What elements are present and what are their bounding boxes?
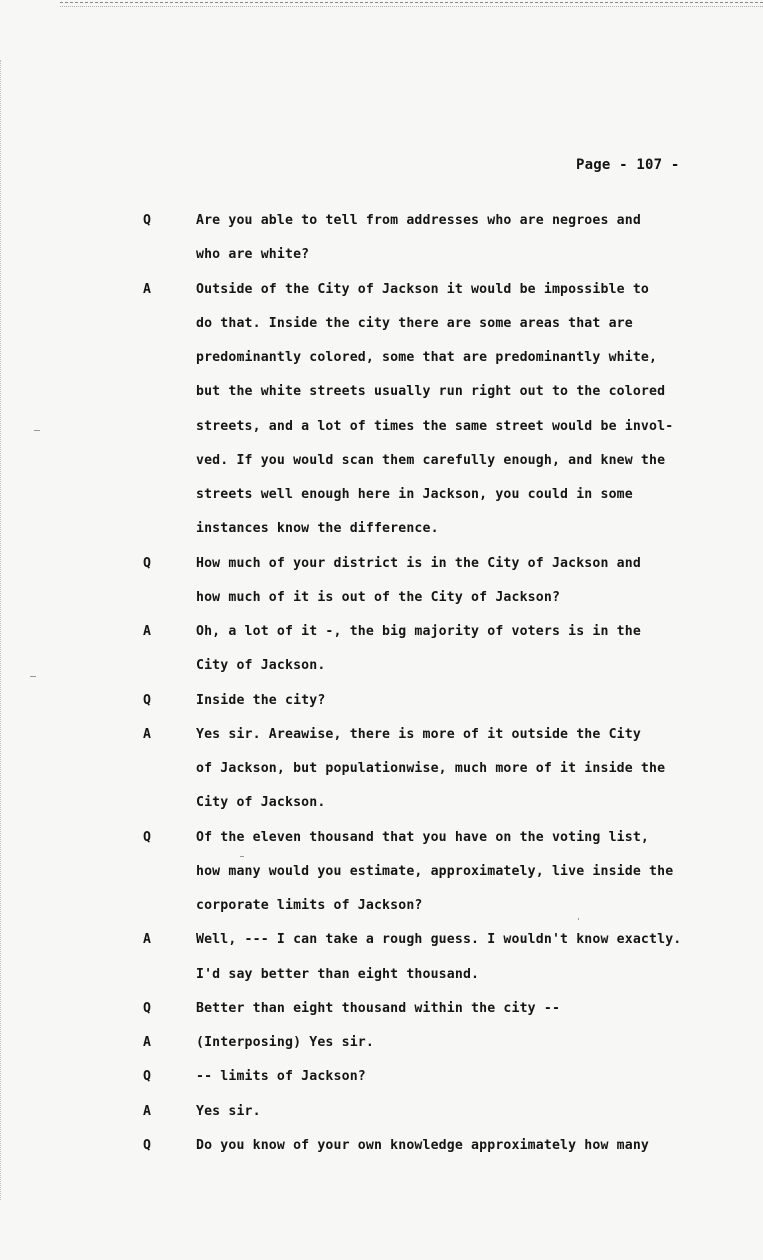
answer-text-line: Well, --- I can take a rough guess. I wouldn't know exactly. xyxy=(196,932,682,948)
answer-marker: A xyxy=(143,1035,151,1050)
answer-marker: A xyxy=(143,1103,151,1119)
scan-speck xyxy=(240,856,244,857)
question-marker: Q xyxy=(143,213,151,228)
page-number-header: Page - 107 - xyxy=(576,157,680,173)
question-text-line: corporate limits of Jackson? xyxy=(196,898,423,913)
answer-text-line: predominantly colored, some that are predominantly white, xyxy=(196,350,658,365)
question-text-line: How much of your district is in the City of Jackson and xyxy=(196,555,641,571)
question-marker: Q xyxy=(143,1137,151,1153)
answer-text-line: instances know the difference. xyxy=(196,521,439,537)
question-marker: Q xyxy=(143,829,151,845)
scan-speck xyxy=(578,918,579,920)
question-text-line: who are white? xyxy=(196,247,310,263)
question-text-line: Inside the city? xyxy=(196,692,326,708)
question-text-line: Do you know of your own knowledge approximately how many xyxy=(196,1137,650,1153)
answer-text-line: do that. Inside the city there are some areas that are xyxy=(196,315,633,331)
question-text-line: how much of it is out of the City of Jackson? xyxy=(196,589,561,605)
question-text-line: Of the eleven thousand that you have on the voting list, xyxy=(196,829,650,845)
question-marker: Q xyxy=(143,1000,151,1016)
scan-speck xyxy=(30,676,36,677)
question-marker: Q xyxy=(143,555,151,571)
answer-text-line: of Jackson, but populationwise, much more of it inside the xyxy=(196,761,666,776)
answer-text-line: (Interposing) Yes sir. xyxy=(196,1035,374,1050)
answer-text-line: streets, and a lot of times the same street would be invol- xyxy=(196,418,674,434)
answer-text-line: ved. If you would scan them carefully enough, and knew the xyxy=(196,452,666,468)
question-text-line: how many would you estimate, approximately, live inside the xyxy=(196,863,674,879)
answer-marker: A xyxy=(143,624,151,639)
answer-marker: A xyxy=(143,932,151,948)
top-edge-rule xyxy=(60,2,763,7)
scan-speck xyxy=(34,430,40,431)
answer-marker: A xyxy=(143,726,151,742)
question-text-line: Better than eight thousand within the city -- xyxy=(196,1000,561,1016)
question-text-line: -- limits of Jackson? xyxy=(196,1069,366,1085)
question-marker: Q xyxy=(143,1069,151,1085)
answer-text-line: streets well enough here in Jackson, you could in some xyxy=(196,487,633,502)
answer-text-line: Yes sir. Areawise, there is more of it outside the City xyxy=(196,726,641,742)
answer-text-line: Yes sir. xyxy=(196,1103,261,1119)
answer-text-line: I'd say better than eight thousand. xyxy=(196,966,480,982)
answer-text-line: but the white streets usually run right out to the colored xyxy=(196,384,666,400)
answer-text-line: City of Jackson. xyxy=(196,658,326,674)
answer-marker: A xyxy=(143,281,151,297)
left-binding-edge xyxy=(0,60,4,1200)
answer-text-line: City of Jackson. xyxy=(196,795,326,811)
question-text-line: Are you able to tell from addresses who are negroes and xyxy=(196,213,641,228)
answer-text-line: Outside of the City of Jackson it would be impossible to xyxy=(196,281,650,297)
question-marker: Q xyxy=(143,692,151,708)
answer-text-line: Oh, a lot of it -, the big majority of voters is in the xyxy=(196,624,641,639)
